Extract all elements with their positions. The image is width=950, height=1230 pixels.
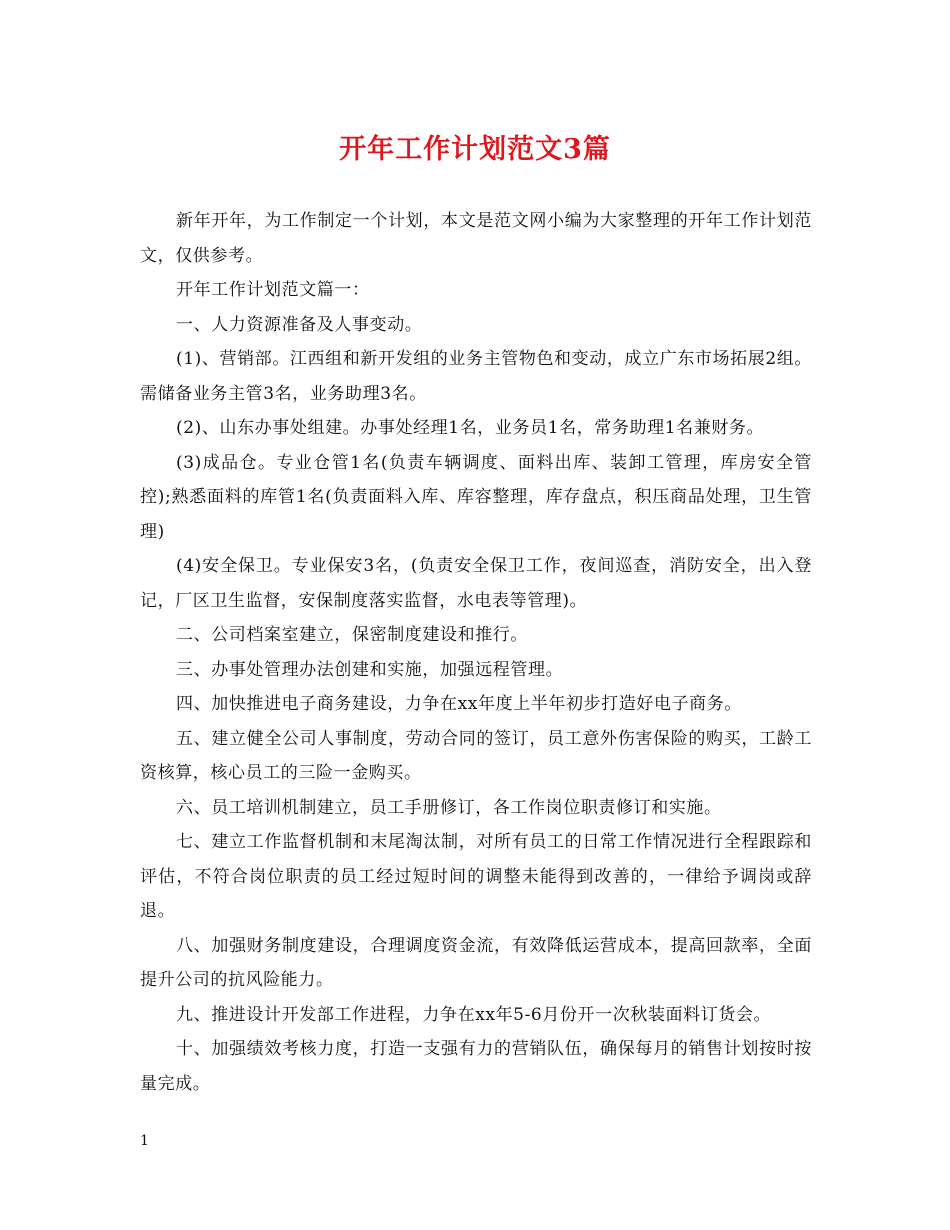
paragraph-item-1: 一、人力资源准备及人事变动。 [176, 314, 423, 335]
paragraph-item-1-3: (3)成品仓。专业仓管1名(负责车辆调度、面料出库、装卸工管理，库房安全管控);熟悉面料的库管1名(负责面料入库、库容整理，库存盘点，积压商品处理，卫生管理) [140, 452, 812, 542]
paragraph-item-9: 九、推进设计开发部工作进程，力争在xx年5-6月份开一次秋装面料订货会。 [176, 1004, 772, 1025]
document-title: 开年工作计划范文3篇 [339, 134, 611, 165]
paragraph-section-heading: 开年工作计划范文篇一： [176, 280, 370, 300]
paragraph-item-1-4: (4)安全保卫。专业保安3名，(负责安全保卫工作，夜间巡查，消防安全，出入登记，厂区卫生监督，安保制度落实监督，水电表等管理)。 [140, 556, 812, 611]
paragraph-item-1-1: (1)、营销部。江西组和新开发组的业务主管物色和变动，成立广东市场拓展2组。需储备业务主管3名，业务助理3名。 [140, 349, 812, 404]
paragraph-item-4: 四、加快推进电子商务建设，力争在xx年度上半年初步打造好电子商务。 [176, 694, 742, 714]
document-body [140, 204, 812, 1101]
paragraph-intro: 新年开年，为工作制定一个计划，本文是范文网小编为大家整理的开年工作计划范文，仅供参考。 [140, 211, 812, 266]
paragraph-item-8: 八、加强财务制度建设，合理调度资金流，有效降低运营成本，提高回款率，全面提升公司的抗风险能力。 [140, 935, 812, 990]
paragraph-item-10: 十、加强绩效考核力度，打造一支强有力的营销队伍，确保每月的销售计划按时按量完成。 [140, 1039, 812, 1094]
page-number: 1 [140, 1133, 149, 1149]
paragraph-item-3: 三、办事处管理办法创建和实施，加强远程管理。 [176, 659, 564, 680]
paragraph-item-2: 二、公司档案室建立，保密制度建设和推行。 [176, 625, 528, 645]
paragraph-item-1-2: (2)、山东办事处组建。办事处经理1名，业务员1名，常务助理1名兼财务。 [176, 418, 765, 438]
paragraph-item-7: 七、建立工作监督机制和末尾淘汰制，对所有员工的日常工作情况进行全程跟踪和评估，不符合岗位职责的员工经过短时间的调整未能得到改善的，一律给予调岗或辞退。 [140, 832, 812, 921]
paragraph-item-5: 五、建立健全公司人事制度，劳动合同的签订，员工意外伤害保险的购买，工龄工资核算，核心员工的三险一金购买。 [140, 728, 812, 783]
paragraph-item-6: 六、员工培训机制建立，员工手册修订，各工作岗位职责修订和实施。 [176, 797, 722, 818]
